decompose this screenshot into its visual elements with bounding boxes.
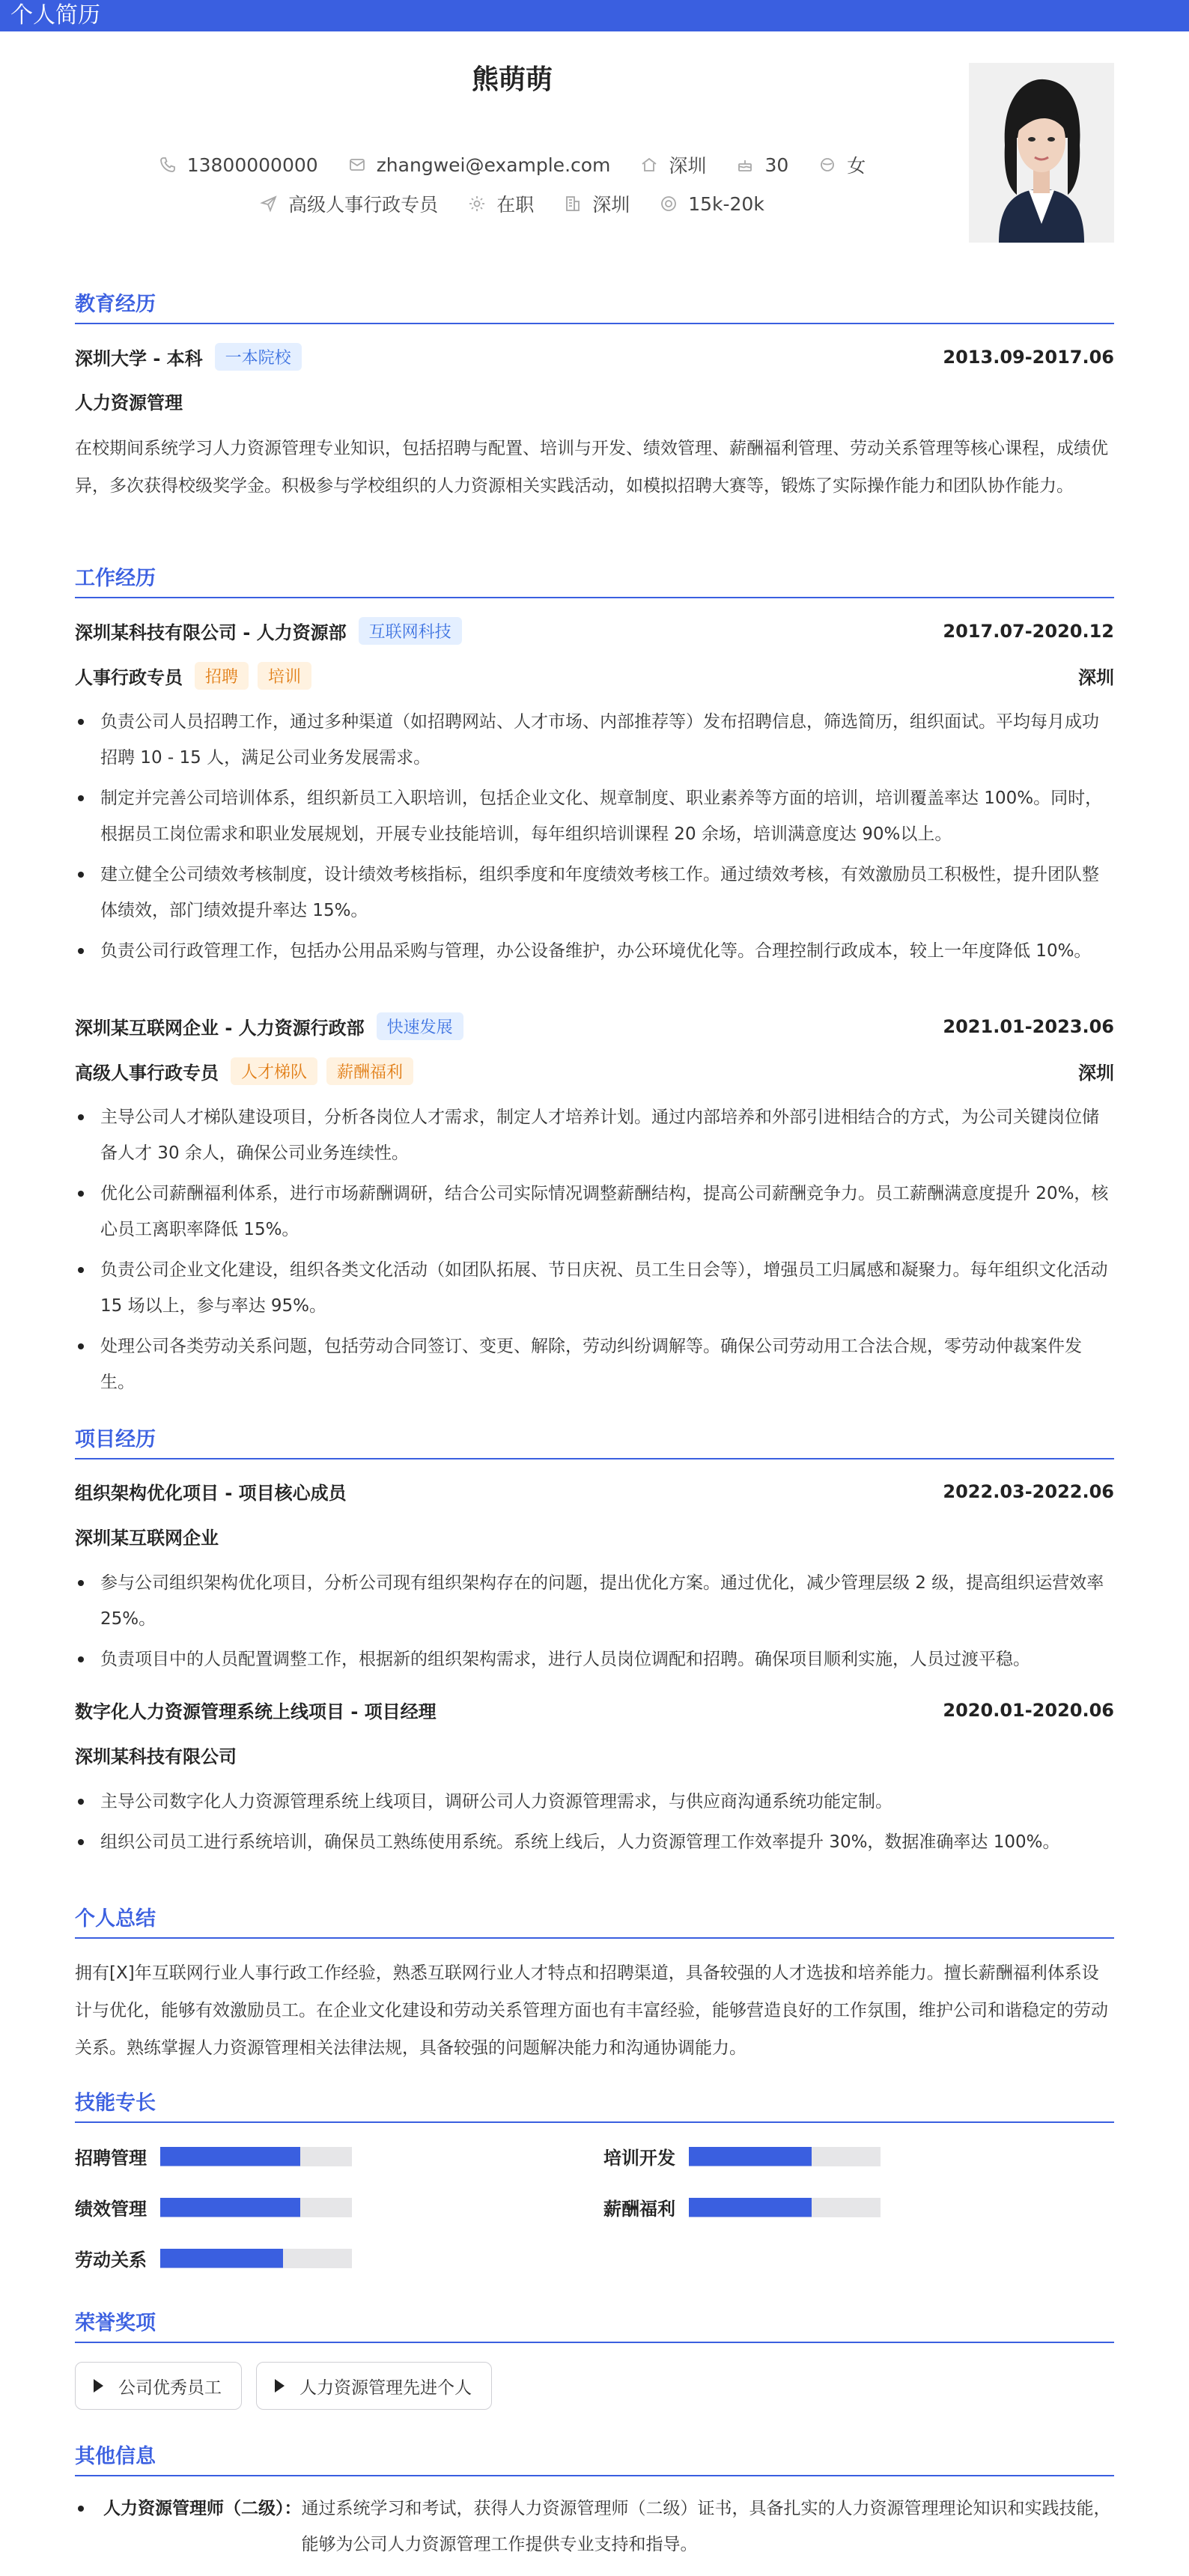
job-company: 深圳某科技有限公司 - 人力资源部 [75,622,347,643]
list-item: 组织公司员工进行系统培训，确保员工熟练使用系统。系统上线后，人力资源管理工作效率提升 30%，数据准确率达 100%。 [75,1824,1114,1860]
job-company-tag: 快速发展 [377,1012,463,1040]
education-title: 教育经历 [75,288,1114,324]
project-name: 组织架构优化项目 - 项目核心成员 [75,1483,347,1504]
resume-header [75,31,1114,249]
job-1-bullets [75,704,1114,973]
skill-bar [160,2198,352,2217]
project-1-header [75,1478,1114,1504]
target-position-item [260,190,438,217]
job-1-header [75,617,1114,645]
skill-bar-fill [689,2147,812,2166]
awards-section [75,2306,1114,2411]
skill-bar [689,2198,881,2217]
salary-item [660,193,764,215]
mail-icon [348,156,366,174]
skill-item [603,2143,881,2169]
gender-item [818,151,866,178]
list-item: 优化公司薪酬福利体系，进行市场薪酬调研，结合公司实际情况调整薪酬结构，提高公司薪酬竞争力。员工薪酬满意度提升 20%，核心员工离职率降低 15%。 [75,1176,1114,1248]
status-text: 在职 [496,194,535,216]
building-icon [564,195,582,213]
project-1-company-row [75,1523,1114,1549]
job-company: 深圳某互联网企业 - 人力资源行政部 [75,1018,365,1039]
summary-section [75,1902,1114,2067]
skills-section [75,2086,1114,2281]
target-city-item [564,190,630,217]
skill-bar-fill [689,2198,812,2217]
age-item [736,154,788,176]
skill-name: 劳动关系 [75,2250,147,2270]
list-item: 制定并完善公司培训体系，组织新员工入职培训，包括企业文化、规章制度、职业素养等方面的培训，培训覆盖率达 100%。同时，根据员工岗位需求和职业发展规划，开展专业技能培训，每年组织培训课程 20 余场，培训满意度达 90%以上。 [75,780,1114,852]
skill-bar-fill [160,2147,300,2166]
coin-icon [660,195,678,213]
email-item [348,154,611,176]
person-name: 熊萌萌 [471,64,553,95]
major-row [75,388,1114,414]
gender-icon [818,156,836,174]
triangle-icon [275,2379,285,2393]
job-role: 高级人事行政专员 [75,1063,219,1084]
role-tag: 薪酬福利 [326,1057,413,1085]
topbar-title: 个人简历 [10,2,100,28]
summary-text: 拥有[X]年互联网行业人事行政工作经验，熟悉互联网行业人才特点和招聘渠道，具备较强的人才选拔和培养能力。擅长薪酬福利体系设计与优化，能够有效激励员工。在企业文化建设和劳动关系管理方面也有丰富经验，能够营造良好的工作氛围，维护公司和谐稳定的劳动关系。熟练掌握人力资源管理相关法律法规，具备较强的问题解决能力和沟通协调能力。 [75,1963,1108,2058]
job-2-bullets [75,1099,1114,1405]
project-2-header [75,1697,1114,1723]
topbar [0,0,1189,31]
education-description: 在校期间系统学习人力资源管理专业知识，包括招聘与配置、培训与开发、绩效管理、薪酬福利管理、劳动关系管理等核心课程，成绩优异，多次获得校级奖学金。积极参与学校组织的人力资源相关实践活动，如模拟招聘大赛等，锻炼了实际操作能力和团队协作能力。 [75,439,1108,496]
project-period: 2022.03-2022.06 [943,1480,1114,1502]
role-tag: 人才梯队 [231,1057,317,1085]
skill-bar-fill [160,2249,283,2268]
job-2-role-row [75,1057,1114,1085]
award-item [75,2362,242,2410]
list-item: 负责公司行政管理工作，包括办公用品采购与管理，办公设备维护，办公环境优化等。合理控制行政成本，较上一年度降低 10%。 [75,933,1114,969]
list-item: 负责项目中的人员配置调整工作，根据新的组织架构需求，进行人员岗位调配和招聘。确保项目顺利实施，人员过渡平稳。 [75,1641,1114,1677]
resume-page [0,31,1189,249]
projects-section [75,1423,1114,1887]
bullet-dot [78,2506,84,2512]
skill-bar [689,2147,881,2166]
summary-title: 个人总结 [75,1902,1114,1939]
status-item [468,190,534,217]
project-period: 2020.01-2020.06 [943,1699,1114,1721]
award-item [256,2362,492,2410]
gender-text: 女 [847,155,866,177]
role-tag: 培训 [258,662,311,690]
projects-title: 项目经历 [75,1423,1114,1459]
skill-name: 培训开发 [603,2148,675,2169]
skill-bar [160,2249,352,2268]
job-intent-row [75,190,949,217]
job-period: 2017.07-2020.12 [943,620,1114,642]
salary-text: 15k-20k [688,192,764,215]
award-label: 人力资源管理先进个人 [299,2378,472,2398]
skill-item [75,2143,352,2169]
phone-item [159,154,318,176]
education-period: 2013.09-2017.06 [943,346,1114,368]
email-text: zhangwei@example.com [376,154,611,176]
target-position-text: 高级人事行政专员 [288,194,439,216]
list-item: 建立健全公司绩效考核制度，设计绩效考核指标，组织季度和年度绩效考核工作。通过绩效考核，有效激励员工积极性，提升团队整体绩效，部门绩效提升率达 15%。 [75,857,1114,929]
list-item: 主导公司数字化人力资源管理系统上线项目，调研公司人力资源管理需求，与供应商沟通系统功能定制。 [75,1784,1114,1820]
home-icon [640,156,658,174]
phone-text: 13800000000 [186,154,318,176]
contact-row [75,151,949,178]
list-item: 负责公司人员招聘工作，通过多种渠道（如招聘网站、人才市场、内部推荐等）发布招聘信息，筛选简历，组织面试。平均每月成功招聘 10 - 15 人，满足公司业务发展需求。 [75,704,1114,776]
job-city: 深圳 [1078,667,1114,688]
education-section [75,288,1114,542]
triangle-icon [94,2379,103,2393]
job-city: 深圳 [1078,1063,1114,1084]
list-item: 参与公司组织架构优化项目，分析公司现有组织架构存在的问题，提出优化方案。通过优化，减少管理层级 2 级，提高组织运营效率 25%。 [75,1565,1114,1637]
list-item: 处理公司各类劳动关系问题，包括劳动合同签订、变更、解除，劳动纠纷调解等。确保公司劳动用工合法合规，零劳动仲裁案件发生。 [75,1328,1114,1400]
awards-title: 荣誉奖项 [75,2306,1114,2343]
profile-photo [969,63,1114,243]
other-info-key: 人力资源管理师（二级）： [103,2499,302,2518]
job-period: 2021.01-2023.06 [943,1015,1114,1037]
job-company-tag: 互联网科技 [359,617,462,645]
job-2-header [75,1012,1114,1040]
portrait-image [969,63,1114,243]
skill-item [75,2194,352,2220]
school-tag: 一本院校 [215,343,302,371]
work-title: 工作经历 [75,562,1114,598]
cake-icon [736,156,754,174]
list-item: 负责公司企业文化建设，组织各类文化活动（如团队拓展、节日庆祝、员工生日会等），增强员工归属感和凝聚力。每年组织文化活动 15 场以上，参与率达 95%。 [75,1252,1114,1324]
job-role: 人事行政专员 [75,667,183,688]
major-name: 人力资源管理 [75,392,183,413]
skill-bar [160,2147,352,2166]
project-name: 数字化人力资源管理系统上线项目 - 项目经理 [75,1701,437,1722]
education-header-row [75,343,1114,371]
award-label: 公司优秀员工 [118,2378,222,2398]
age-text: 30 [764,154,789,176]
phone-icon [159,156,177,174]
other-title: 其他信息 [75,2440,1114,2476]
skill-name: 招聘管理 [75,2148,147,2169]
project-company: 深圳某科技有限公司 [75,1746,237,1767]
skills-title: 技能专长 [75,2086,1114,2123]
school-name: 深圳大学 - 本科 [75,348,203,369]
other-info-item [75,2491,1114,2563]
work-section [75,562,1114,1392]
job-1-role-row [75,662,1114,690]
skill-item [75,2245,352,2271]
city-item [640,151,706,178]
target-city-text: 深圳 [592,194,630,216]
skill-item [603,2194,881,2220]
role-tag: 招聘 [195,662,249,690]
skill-bar-fill [160,2198,300,2217]
project-1-bullets [75,1565,1114,1682]
project-2-bullets [75,1784,1114,1865]
gear-icon [468,195,486,213]
project-company: 深圳某互联网企业 [75,1528,219,1549]
project-2-company-row [75,1742,1114,1768]
other-section [75,2440,1114,2575]
paper-plane-icon [260,195,278,213]
other-info-value: 通过系统学习和考试，获得人力资源管理师（二级）证书，具备扎实的人力资源管理理论知识和实践技能，能够为公司人力资源管理工作提供专业支持和指导。 [301,2499,1111,2554]
skill-name: 绩效管理 [75,2199,147,2220]
list-item: 主导公司人才梯队建设项目，分析各岗位人才需求，制定人才培养计划。通过内部培养和外部引进相结合的方式，为公司关键岗位储备人才 30 余人，确保公司业务连续性。 [75,1099,1114,1171]
city-text: 深圳 [669,155,707,177]
skill-name: 薪酬福利 [603,2199,675,2220]
